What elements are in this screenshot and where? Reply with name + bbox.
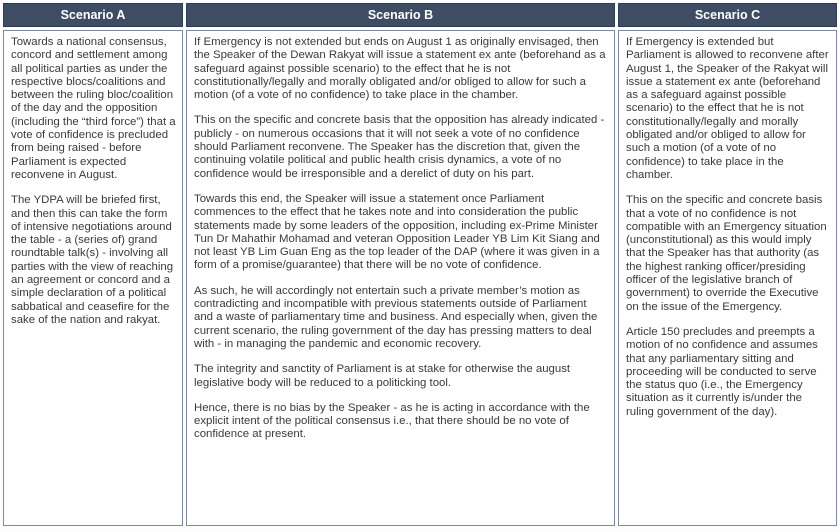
- scenario-c-cell: [618, 30, 837, 526]
- scenario-a-paragraph: Towards a national consensus, concord and settlement among all political parties as under the respective blocs/coalitions and between the ruling bloc/coalition of the day and the opposition (including the “third force”) that a vote of confidence is precluded from being raised - before Parliament is expected reconvene in August.: [11, 36, 176, 181]
- scenario-c-paragraph: If Emergency is extended but Parliament is allowed to reconvene after August 1, the Speaker of the Rakyat will issue a statement ex ante (beforehand as a safeguard against possible scenario) to the effect that he is not constitutionally/legally and morally obligated and/or obliged to allow for such a motion (of a vote of no confidence) to take place in the chamber.: [626, 36, 829, 181]
- body-row: [3, 30, 837, 526]
- scenario-c-header: Scenario C: [618, 3, 837, 27]
- scenario-b-paragraph: As such, he will accordingly not entertain such a private member’s motion as contradicting and incompatible with previous statements outside of Parliament and a waste of parliamentary time and business. And especially when, given the current scenario, the ruling government of the day has pressing matters to deal with - in managing the pandemic and economic recovery.: [194, 284, 598, 350]
- scenario-a-header: Scenario A: [3, 3, 183, 27]
- scenario-b-paragraph: This on the specific and concrete basis that the opposition has already indicated - publicly - on numerous occasions that it will not seek a vote of no confidence should Parliament reconvene. The Speaker has the discretion that, given the continuing volatile political and public health crisis dynamics, a vote of no confidence would be irresponsible and a derelict of duty on his part.: [194, 114, 605, 180]
- scenario-b-paragraph: Hence, there is no bias by the Speaker - as he is acting in accordance with the explicit intent of the political consensus i.e., that there should be no vote of confidence at present.: [194, 401, 590, 441]
- scenario-b-cell: [186, 30, 615, 526]
- scenario-b-header: Scenario B: [186, 3, 615, 27]
- scenario-a-paragraph: The YDPA will be briefed first, and then this can take the form of intensive negotiations around the table - a (series of) grand roundtable talk(s) - involving all parties with the view of reaching an agreement or concord and a simple declaration of a political sabbatical and ceasefire for the sake of the nation and rakyat.: [11, 194, 174, 326]
- scenario-b-paragraph: If Emergency is not extended but ends on August 1 as originally envisaged, then the Speaker of the Dewan Rakyat will issue a statement ex ante (beforehand as a safeguard against possible scenario) to the effect that he is not constitutionally/legally and morally obligated and/or obliged to allow for such a motion (of a vote of no confidence) to take place in the chamber.: [194, 36, 606, 102]
- header-row: [3, 3, 837, 27]
- scenario-b-paragraph: The integrity and sanctity of Parliament is at stake for otherwise the august legislative body will be reduced to a politicking tool.: [194, 363, 571, 389]
- scenario-c-paragraph: Article 150 precludes and preempts a motion of no confidence and assumes that any parliamentary sitting and proceeding will be conducted to serve the status quo (i.e., the Emergency situation as it currently is/under the ruling government of the day).: [626, 325, 818, 418]
- scenario-b-paragraph: Towards this end, the Speaker will issue a statement once Parliament commences to the effect that he takes note and into consideration the public statements made by some leaders of the opposition, including ex-Prime Minister Tun Dr Mahathir Mohamad and veteran Opposition Leader YB Lim Kit Siang and not least YB Lim Guan Eng as the top leader of the DAP (where it was given in a form of a promise/guarantee) that there will be no vote of confidence.: [194, 192, 600, 272]
- scenario-c-paragraph: This on the specific and concrete basis that a vote of no confidence is not compatible with an Emergency situation (unconstitutional) as this would imply that the Speaker has that authority (as the highest ranking officer/presiding officer of the legislative branch of government) to override the Executive on the issue of the Emergency.: [626, 194, 827, 313]
- scenario-a-cell: [3, 30, 183, 526]
